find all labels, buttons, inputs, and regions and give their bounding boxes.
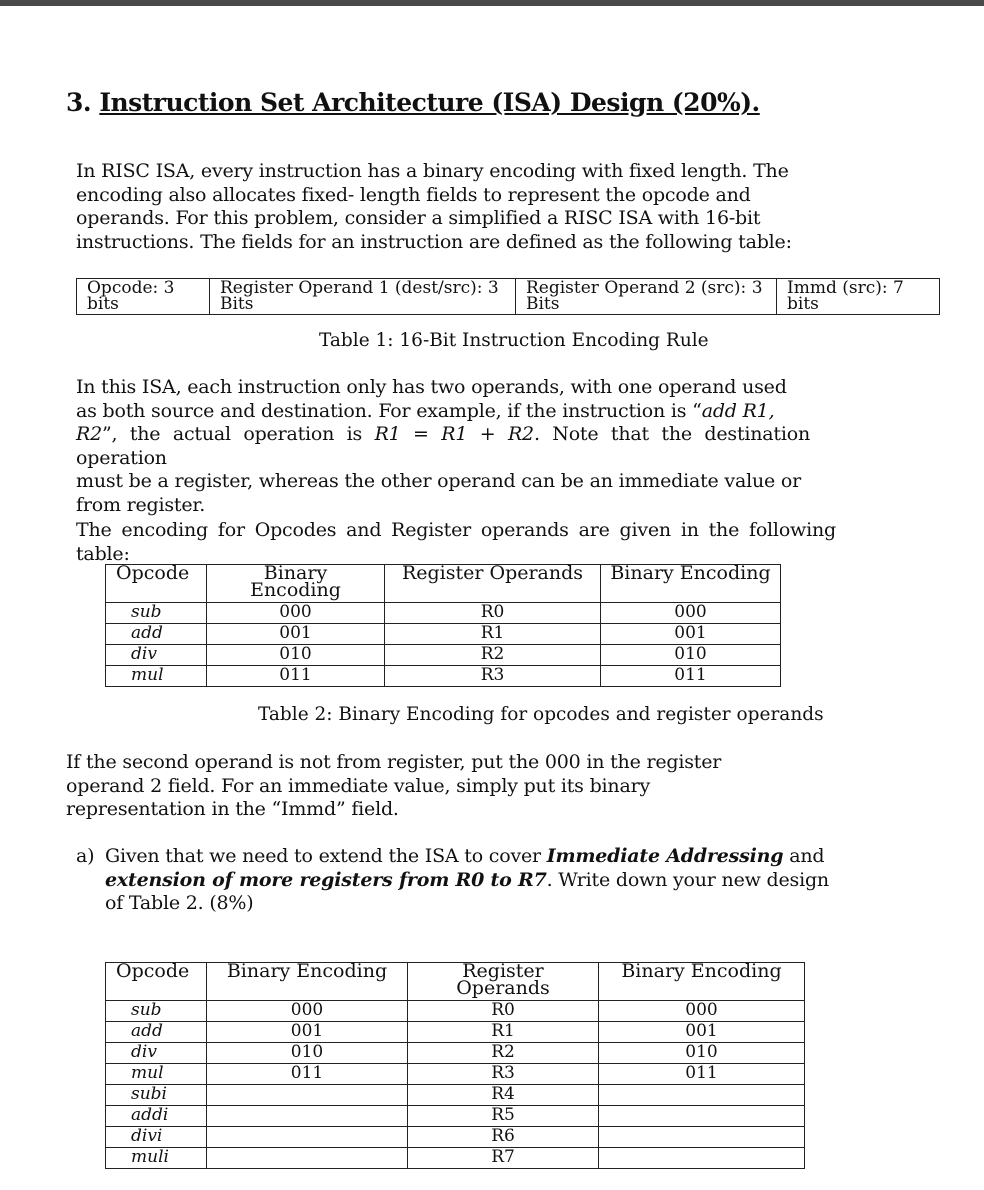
para-line: Given that we need to extend the ISA to cover Immediate Addressing and [105, 845, 825, 867]
col-header-opcode: Opcode [106, 565, 207, 603]
intro-paragraph [76, 160, 810, 254]
table-row: sub 000 R0 000 [106, 1001, 805, 1022]
table1-caption: Table 1: 16-Bit Instruction Encoding Rule [319, 330, 709, 351]
table-row: mul 011 R3 011 [106, 1064, 805, 1085]
col-header-opcode: Opcode [106, 963, 207, 1001]
para-line: In this ISA, each instruction only has two operands, with one operand used [76, 376, 787, 398]
col-header-register: Register Operands [385, 565, 601, 603]
table-row: mul 011 R3 011 [106, 666, 781, 687]
intro-line: encoding also allocates fixed- length fields to represent the opcode and [76, 183, 751, 206]
encoding-intro: The encoding for Opcodes and Register operands are given in the following table: [76, 519, 836, 565]
operands-paragraph [76, 376, 810, 517]
para-line: operand 2 field. For an immediate value, simply put its binary [66, 774, 650, 797]
table-row: sub 000 R0 000 [106, 603, 781, 624]
table-row: divi R6 [106, 1127, 805, 1148]
para-line: of Table 2. (8%) [105, 892, 254, 914]
section-title-text: Instruction Set Architecture (ISA) Design (20%). [99, 88, 760, 117]
intro-line: In RISC ISA, every instruction has a binary encoding with fixed length. The [76, 160, 789, 182]
field-cell-opcode: Opcode: 3 bits [77, 279, 210, 315]
question-a [76, 845, 896, 916]
col-header-binary: Binary Encoding [207, 963, 408, 1001]
table2-caption: Table 2: Binary Encoding for opcodes and register operands [258, 704, 824, 725]
table-row: add 001 R1 001 [106, 624, 781, 645]
para-line: extension of more registers from R0 to R7. Write down your new design [105, 868, 829, 891]
question-label: a) [76, 845, 95, 867]
col-header-reg-binary: Binary Encoding [599, 963, 805, 1001]
para-line: as both source and destination. For example, if the instruction is “add R1, [76, 399, 775, 422]
table-row: addi R5 [106, 1106, 805, 1127]
field-cell-reg2: Register Operand 2 (src): 3 Bits [516, 279, 777, 315]
col-header-reg-binary: Binary Encoding [601, 565, 781, 603]
instruction-encoding-table [76, 278, 940, 315]
table-row: div 010 R2 010 [106, 645, 781, 666]
section-number: 3. [66, 88, 100, 117]
field-cell-reg1: Register Operand 1 (dest/src): 3 Bits [210, 279, 516, 315]
table-row: add 001 R1 001 [106, 1022, 805, 1043]
para-line: from register. [76, 493, 206, 516]
intro-line: operands. For this problem, consider a simplified a RISC ISA with 16-bit [76, 207, 761, 229]
col-header-register: Register Operands [408, 963, 599, 1001]
col-header-binary: Binary Encoding [207, 565, 385, 603]
table-row: subi R4 [106, 1085, 805, 1106]
immediate-note [66, 751, 766, 822]
intro-line: instructions. The fields for an instruction are defined as the following table: [76, 230, 792, 253]
section-title [66, 88, 760, 117]
para-line: R2”, the actual operation is R1 = R1 + R2. Note that the destination operation [76, 423, 811, 469]
window-top-bar [0, 0, 984, 6]
extended-encoding-table [105, 962, 805, 1169]
para-line: must be a register, whereas the other operand can be an immediate value or [76, 470, 801, 492]
table-row: muli R7 [106, 1148, 805, 1169]
para-line: If the second operand is not from register, put the 000 in the register [66, 751, 722, 773]
para-line: representation in the “Immd” field. [66, 798, 399, 820]
field-cell-immd: Immd (src): 7 bits [777, 279, 940, 315]
table-row: div 010 R2 010 [106, 1043, 805, 1064]
opcode-register-table [105, 564, 781, 687]
